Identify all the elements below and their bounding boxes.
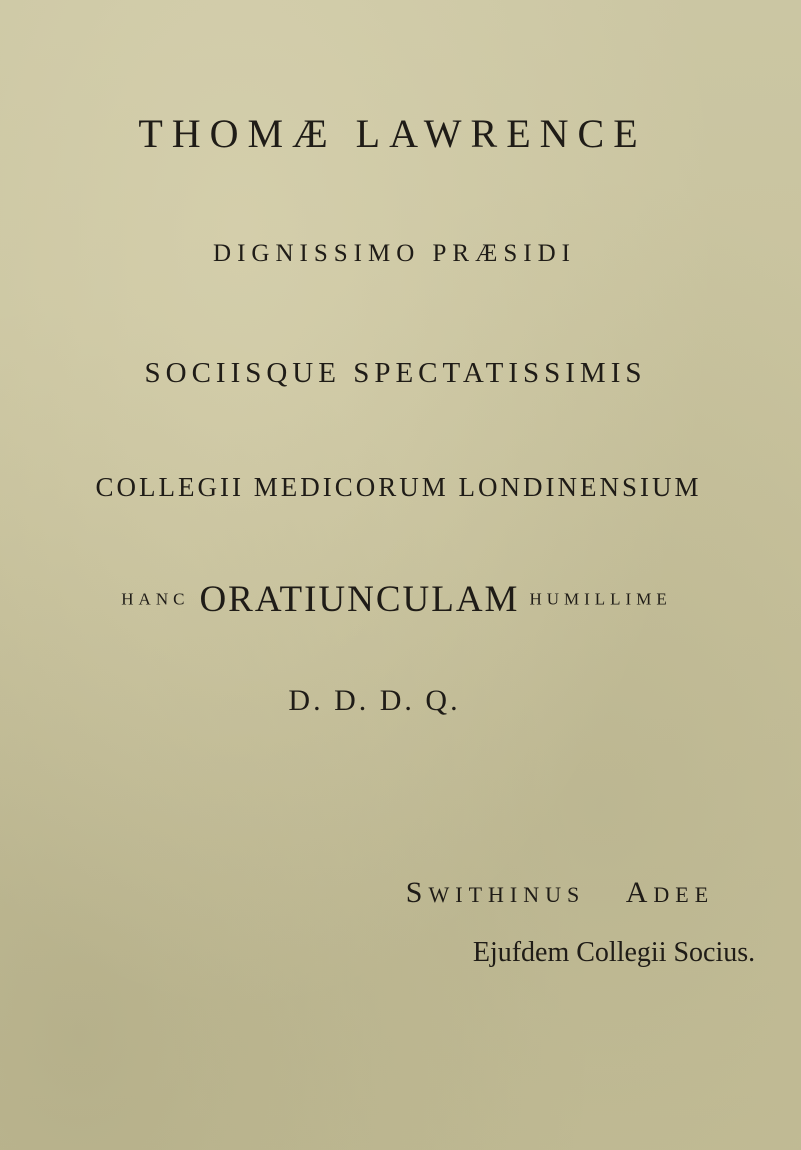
dedication-oration-line xyxy=(0,578,797,621)
author-last-rest: DEE xyxy=(653,882,715,907)
author-first-rest: WITHINUS xyxy=(428,882,586,907)
humillime-word: HUMILLIME xyxy=(529,589,672,609)
dedicatee-title: DIGNISSIMO PRÆSIDI xyxy=(213,240,576,267)
author-affiliation: Ejufdem Collegii Socius. xyxy=(472,937,756,968)
author-last-initial: A xyxy=(625,876,654,909)
author-first-initial: S xyxy=(405,876,429,909)
oratiunculam-word: ORATIUNCULAM xyxy=(199,579,520,620)
dedicatee-name: THOMÆ LAWRENCE xyxy=(138,111,647,156)
dedication-formula: D. D. D. Q. xyxy=(288,684,461,717)
author-name xyxy=(380,876,740,910)
college-name: COLLEGII MEDICORUM LONDINENSIUM xyxy=(95,472,702,502)
hanc-word: HANC xyxy=(121,589,190,609)
dedication-associates: SOCIISQUE SPECTATISSIMIS xyxy=(144,357,647,389)
